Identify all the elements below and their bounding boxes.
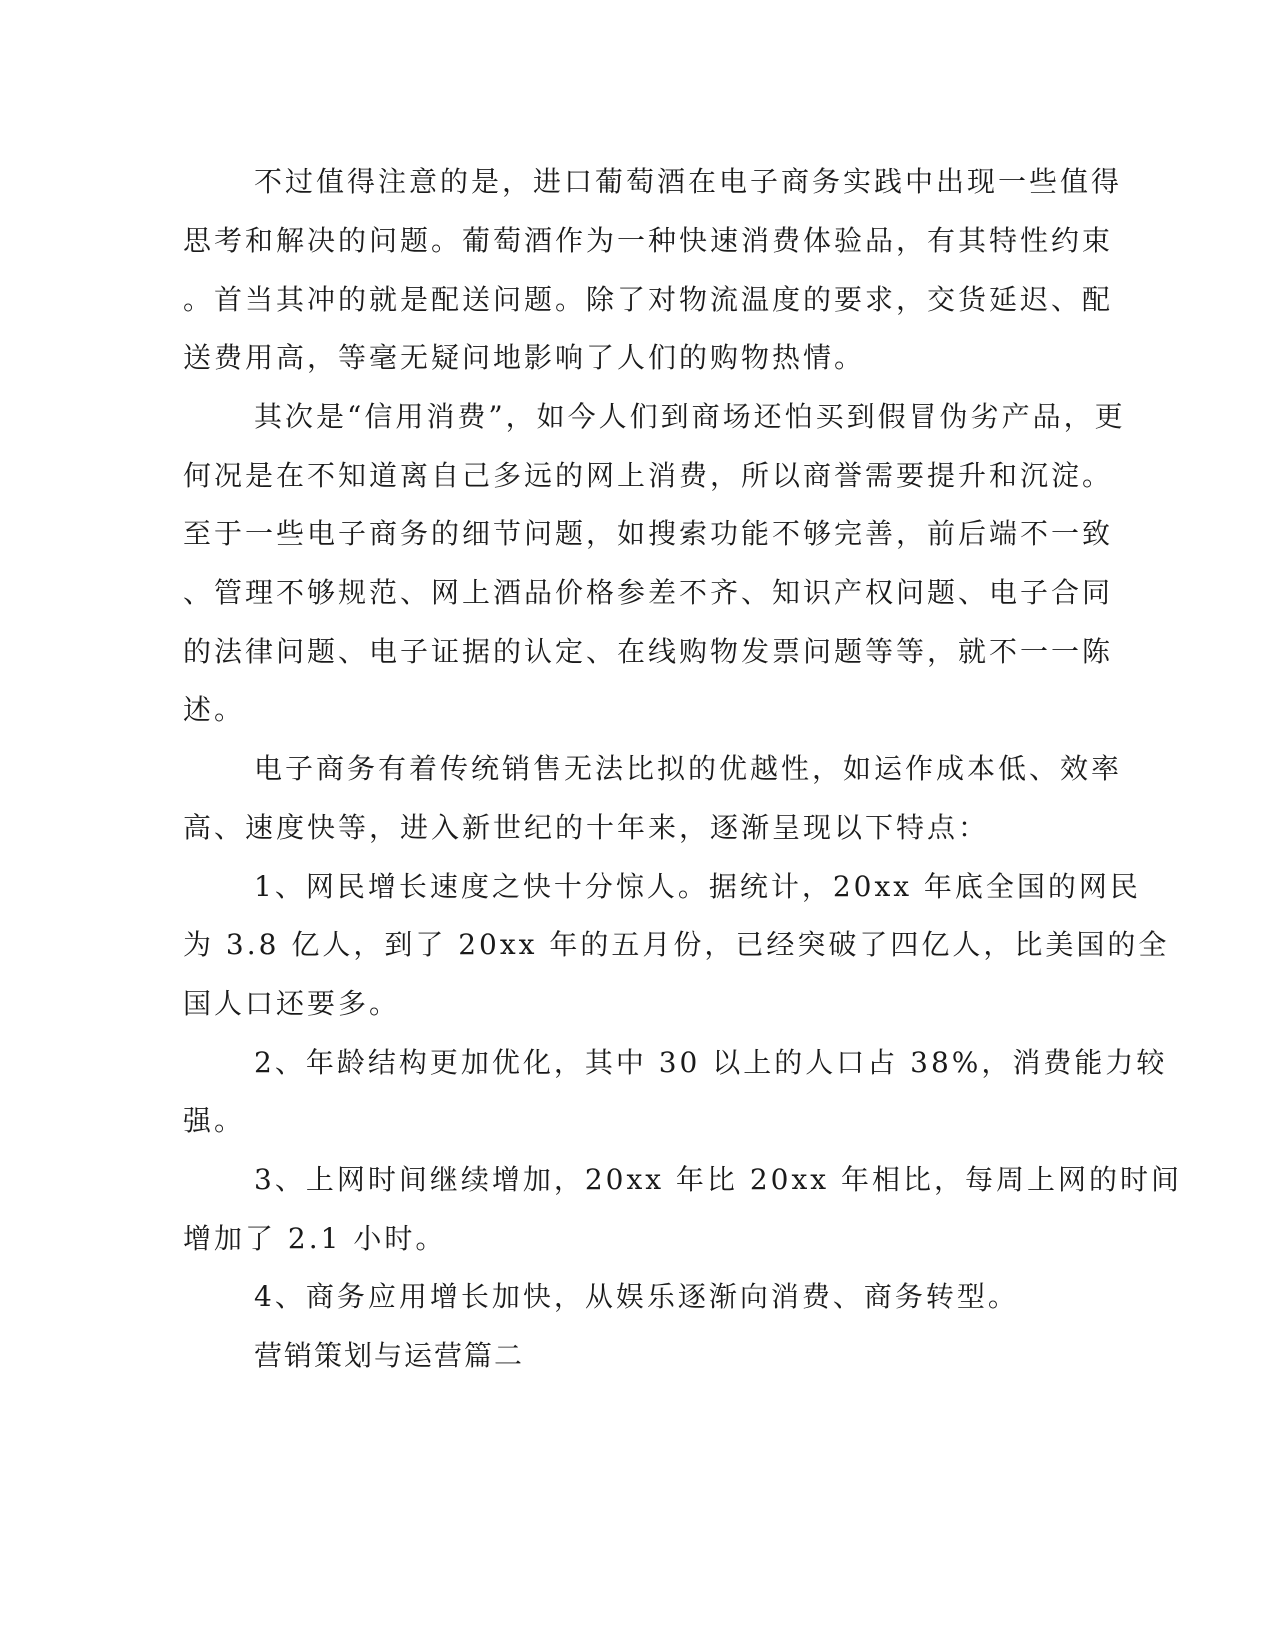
item-3-line-2: 增加了 2.1 小时。 [183, 1222, 447, 1255]
item-2-line-1: 2、年龄结构更加优化，其中 30 以上的人口占 38%，消费能力较 [254, 1046, 1168, 1079]
paragraph-1-line-3: 。首当其冲的就是配送问题。除了对物流温度的要求，交货延迟、配 [183, 283, 1114, 316]
paragraph-2-line-4: 、管理不够规范、网上酒品价格参差不齐、知识产权问题、电子合同 [183, 576, 1114, 609]
item-1-line-3: 国人口还要多。 [183, 987, 401, 1020]
item-1-line-2: 为 3.8 亿人，到了 20xx 年的五月份，已经突破了四亿人，比美国的全 [183, 928, 1170, 961]
paragraph-2-line-6: 述。 [183, 693, 246, 726]
paragraph-3-line-1: 电子商务有着传统销售无法比拟的优越性，如运作成本低、效率 [254, 752, 1123, 785]
item-2-line-2: 强。 [183, 1104, 246, 1137]
paragraph-3-line-2: 高、速度快等，进入新世纪的十年来，逐渐呈现以下特点： [183, 811, 990, 844]
paragraph-1-line-1: 不过值得注意的是，进口葡萄酒在电子商务实践中出现一些值得 [254, 165, 1123, 198]
paragraph-2-line-5: 的法律问题、电子证据的认定、在线购物发票问题等等，就不一一陈 [183, 635, 1114, 668]
paragraph-2-line-3: 至于一些电子商务的细节问题，如搜索功能不够完善，前后端不一致 [183, 517, 1114, 550]
section-heading: 营销策划与运营篇二 [254, 1339, 525, 1372]
paragraph-2-line-1: 其次是“信用消费”，如今人们到商场还怕买到假冒伪劣产品，更 [254, 400, 1126, 433]
paragraph-1-line-2: 思考和解决的问题。葡萄酒作为一种快速消费体验品，有其特性约束 [183, 224, 1114, 257]
paragraph-2-line-2: 何况是在不知道离自己多远的网上消费，所以商誉需要提升和沉淀。 [183, 459, 1114, 492]
item-3-line-1: 3、上网时间继续增加，20xx 年比 20xx 年相比，每周上网的时间 [254, 1163, 1182, 1196]
paragraph-1-line-4: 送费用高，等毫无疑问地影响了人们的购物热情。 [183, 341, 866, 374]
item-4-line-1: 4、商务应用增长加快，从娱乐逐渐向消费、商务转型。 [254, 1280, 1019, 1313]
item-1-line-1: 1、网民增长速度之快十分惊人。据统计，20xx 年底全国的网民 [254, 870, 1141, 903]
